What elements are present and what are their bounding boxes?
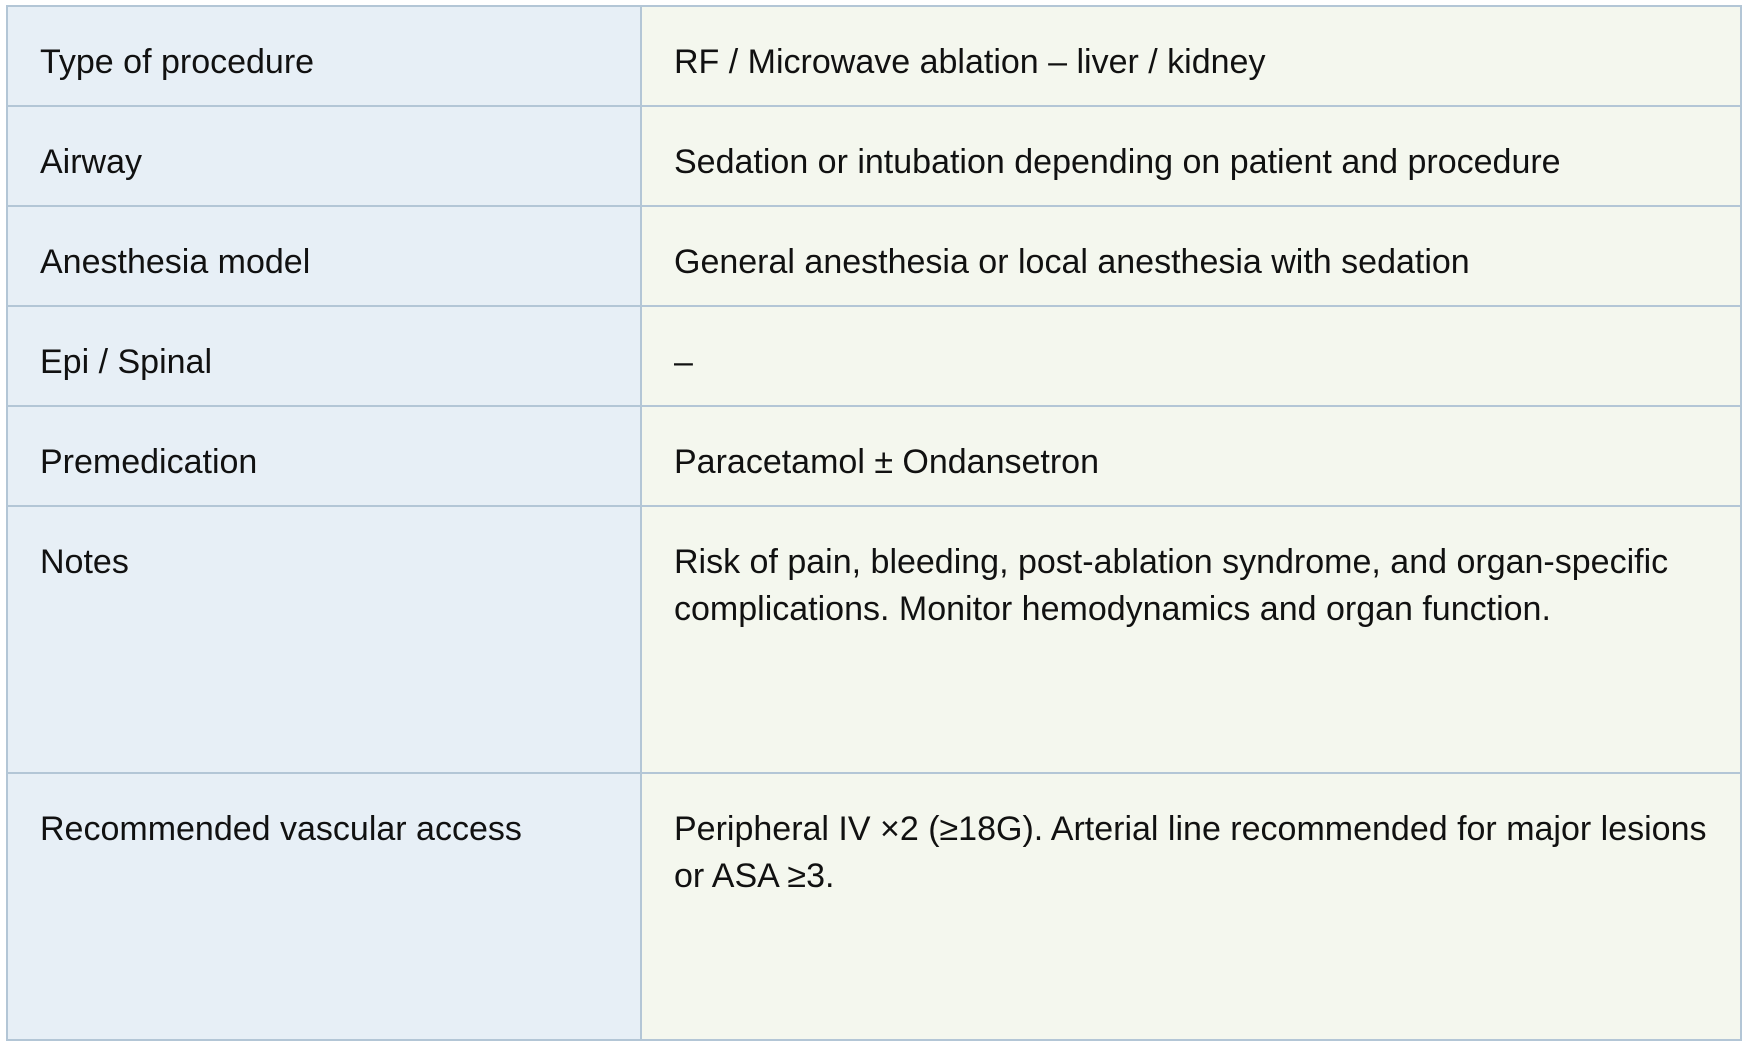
table-row-type-of-procedure xyxy=(7,6,1741,106)
row-value: RF / Microwave ablation – liver / kidney xyxy=(641,6,1741,106)
row-label: Premedication xyxy=(7,406,641,506)
table-row-airway xyxy=(7,106,1741,206)
row-label: Anesthesia model xyxy=(7,206,641,306)
row-value: – xyxy=(641,306,1741,406)
row-value: General anesthesia or local anesthesia with sedation xyxy=(641,206,1741,306)
table-row-recommended-vascular-access xyxy=(7,773,1741,1040)
row-label: Type of procedure xyxy=(7,6,641,106)
row-label: Notes xyxy=(7,506,641,773)
procedure-info-sheet xyxy=(6,5,1742,1041)
row-label: Recommended vascular access xyxy=(7,773,641,1040)
table-row-notes xyxy=(7,506,1741,773)
row-value: Sedation or intubation depending on patient and procedure xyxy=(641,106,1741,206)
table-row-epi-spinal xyxy=(7,306,1741,406)
row-label: Airway xyxy=(7,106,641,206)
row-value: Peripheral IV ×2 (≥18G). Arterial line recommended for major lesions or ASA ≥3. xyxy=(641,773,1741,1040)
row-value: Risk of pain, bleeding, post-ablation syndrome, and organ-specific complications. Monitor hemodynamics and organ function. xyxy=(641,506,1741,773)
table-row-premedication xyxy=(7,406,1741,506)
row-value: Paracetamol ± Ondansetron xyxy=(641,406,1741,506)
table-row-anesthesia-model xyxy=(7,206,1741,306)
procedure-info-table xyxy=(6,5,1742,1041)
row-label: Epi / Spinal xyxy=(7,306,641,406)
